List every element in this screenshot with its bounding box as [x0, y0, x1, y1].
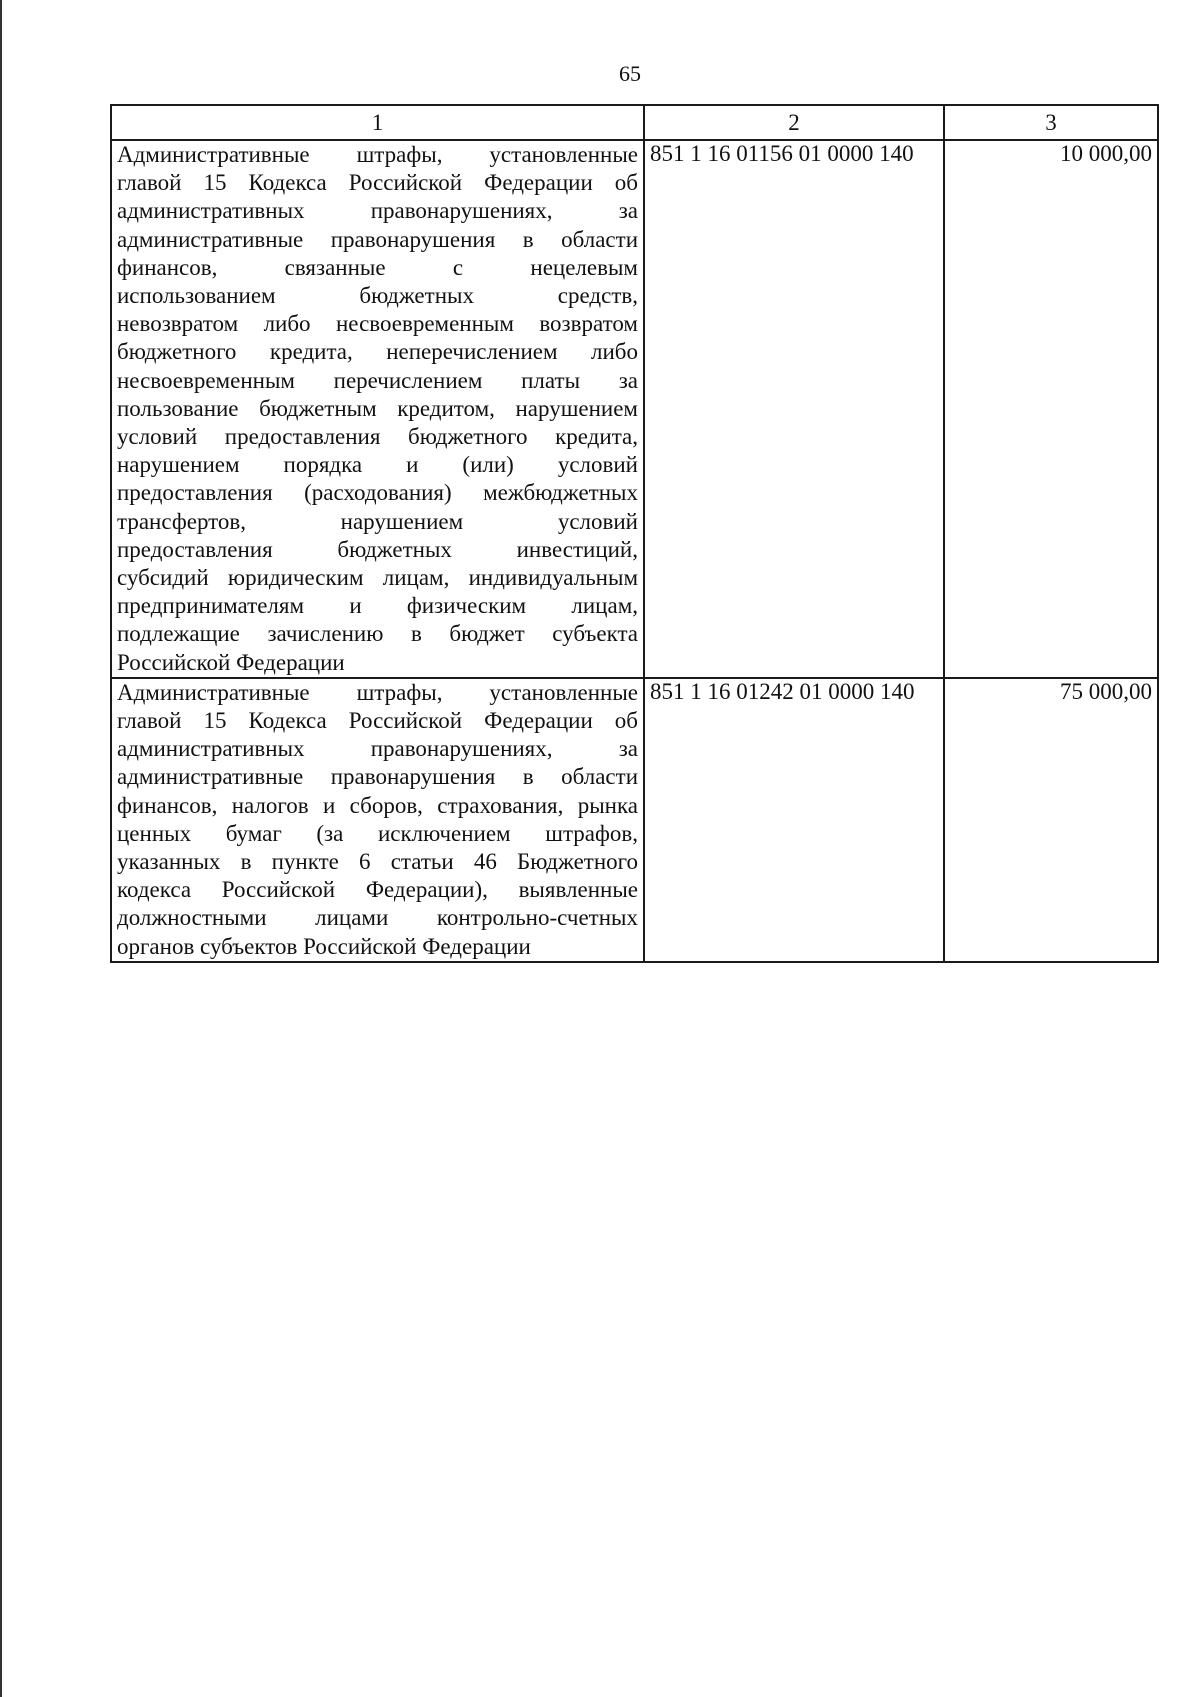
description-line: указанных в пункте 6 статьи 46 Бюджетного: [117, 849, 638, 875]
description-line: финансов, связанные с нецелевым: [117, 254, 638, 280]
description-line: предоставления (расходования) межбюджетных: [117, 480, 638, 506]
description-line: Административные штрафы, установленные: [117, 142, 638, 167]
description-cell: [111, 140, 644, 678]
description-cell: [111, 678, 644, 962]
description-line: Российской Федерации: [117, 649, 345, 675]
description-line: использованием бюджетных средств,: [117, 283, 638, 309]
description-line: несвоевременным перечислением платы за: [117, 367, 638, 393]
budget-code-cell: 851 1 16 01156 01 0000 140: [644, 140, 944, 678]
description-line: субсидий юридическим лицам, индивидуальным: [117, 565, 638, 591]
description-line: предпринимателям и физическим лицам,: [117, 593, 638, 619]
table-header-row: [111, 105, 1158, 140]
table-row: [111, 678, 1158, 962]
budget-revenue-table: [110, 104, 1159, 963]
column-header-3: 3: [944, 105, 1158, 140]
description-line: административные правонарушения в области: [117, 226, 638, 252]
description-line: бюджетного кредита, неперечислением либо: [117, 339, 638, 365]
description-line: кодекса Российской Федерации), выявленные: [117, 877, 638, 903]
description-line: невозвратом либо несвоевременным возвратом: [117, 311, 638, 337]
description-line: должностными лицами контрольно-счетных: [117, 905, 638, 931]
description-line: подлежащие зачислению в бюджет субъекта: [117, 621, 638, 647]
description-line: административных правонарушениях, за: [117, 736, 638, 762]
page-left-edge: [0, 0, 2, 1697]
description-line: административные правонарушения в области: [117, 764, 638, 790]
description-line: Административные штрафы, установленные: [117, 679, 638, 705]
description-line: нарушением порядка и (или) условий: [117, 452, 638, 478]
amount-cell: 10 000,00: [944, 140, 1158, 678]
amount-cell: 75 000,00: [944, 678, 1158, 962]
budget-code-cell: 851 1 16 01242 01 0000 140: [644, 678, 944, 962]
description-line: предоставления бюджетных инвестиций,: [117, 536, 638, 562]
page-number: 65: [619, 61, 641, 86]
description-line: органов субъектов Российской Федерации: [117, 933, 531, 959]
description-line: административных правонарушениях, за: [117, 198, 638, 224]
description-line: пользование бюджетным кредитом, нарушением: [117, 395, 638, 421]
description-line: финансов, налогов и сборов, страхования, рынка: [117, 792, 638, 818]
column-header-2: 2: [644, 105, 944, 140]
description-line: главой 15 Кодекса Российской Федерации об: [117, 170, 638, 196]
description-line: условий предоставления бюджетного кредита,: [117, 424, 638, 450]
column-header-1: 1: [111, 105, 644, 140]
description-line: ценных бумаг (за исключением штрафов,: [117, 820, 638, 846]
table-row: [111, 140, 1158, 678]
description-line: главой 15 Кодекса Российской Федерации об: [117, 708, 638, 734]
description-line: трансфертов, нарушением условий: [117, 508, 638, 534]
